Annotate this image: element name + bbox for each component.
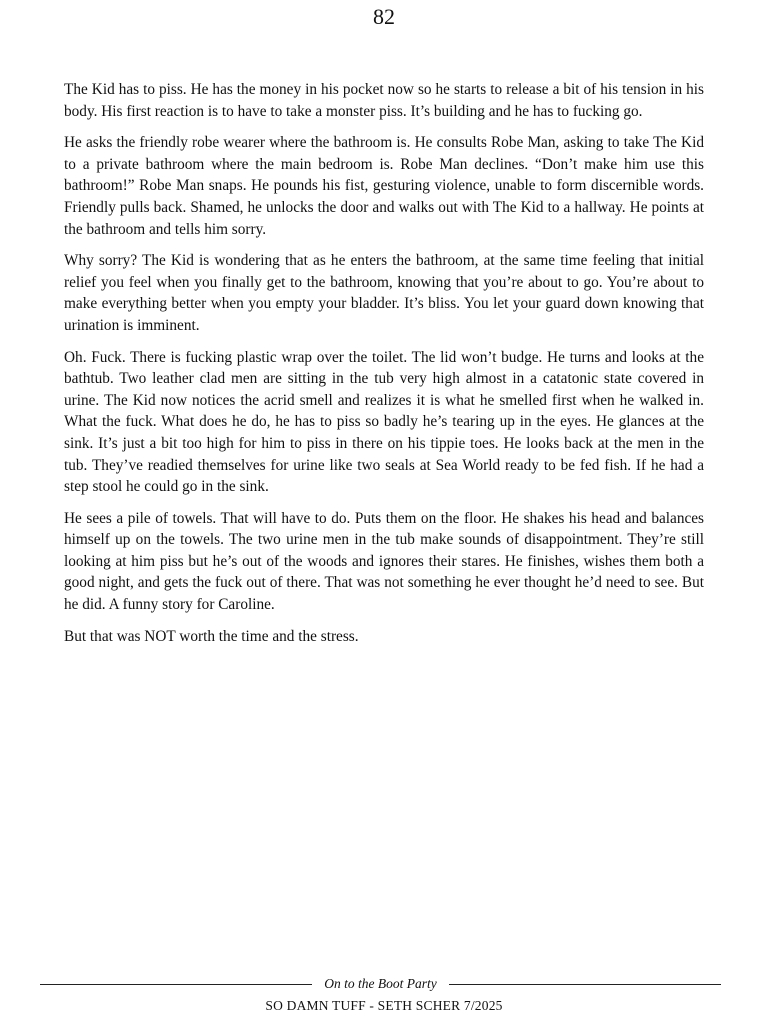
paragraph: But that was NOT worth the time and the stress.: [64, 627, 359, 645]
paragraph: He sees a pile of towels. That will have to do. Puts them on the floor. He shakes his head and balances himself up on the towels. The two urine men in the tub make sounds of disappointment. They’re still looking at him piss but he’s out of the woods and ignores their stares. He finishes, wishes them both a good night, and gets the fuck out of there. That was not something he ever thought he’d need to see. But he did. A funny story for Caroline.: [64, 509, 704, 614]
footer-rule-left-line: [40, 984, 312, 985]
paragraph: Oh. Fuck. There is fucking plastic wrap over the toilet. The lid won’t budge. He turns and looks at the bathtub. Two leather clad men are sitting in the tub very high almost in a catatonic state covered in urine. The Kid now notices the acrid smell and realizes it is what he smelled first when he walked in. What the fuck. What does he do, he has to piss so badly he’s tearing up in the eyes. He glances at the sink. It’s just a bit too high for him to piss in there on his tippie toes. He looks back at the men in the tub. They’ve readied themselves for urine like two seals at Sea World ready to be fed fish. If he had a step stool he could go in the sink.: [64, 348, 704, 496]
footer-rule: [40, 976, 721, 992]
page-number: 82: [373, 4, 395, 29]
paragraph: He asks the friendly robe wearer where the bathroom is. He consults Robe Man, asking to take The Kid to a private bathroom where the main bedroom is. Robe Man declines. “Don’t make him use this bathroom!” Robe Man snaps. He pounds his fist, gesturing violence, unable to form discernible words. Friendly pulls back. Shamed, he unlocks the door and walks out with The Kid to a hallway. He points at the bathroom and tells him sorry.: [64, 134, 704, 238]
paragraph: The Kid has to piss. He has the money in his pocket now so he starts to release a bit of his tension in his body. His first reaction is to have to take a monster piss. It’s building and he has to fucking go.: [64, 81, 704, 120]
paragraph: Why sorry? The Kid is wondering that as he enters the bathroom, at the same time feeling that initial relief you feel when you finally get to the bathroom, knowing that you’re about to go. You’re about to make everything better when you empty your bladder. It’s bliss. You let your guard down knowing that urination is imminent.: [64, 252, 704, 334]
footer-credit: SO DAMN TUFF - SETH SCHER 7/2025: [265, 998, 503, 1013]
body-text: [64, 79, 704, 657]
footer-rule-right-line: [449, 984, 721, 985]
footer-chapter-title: On to the Boot Party: [324, 976, 437, 991]
